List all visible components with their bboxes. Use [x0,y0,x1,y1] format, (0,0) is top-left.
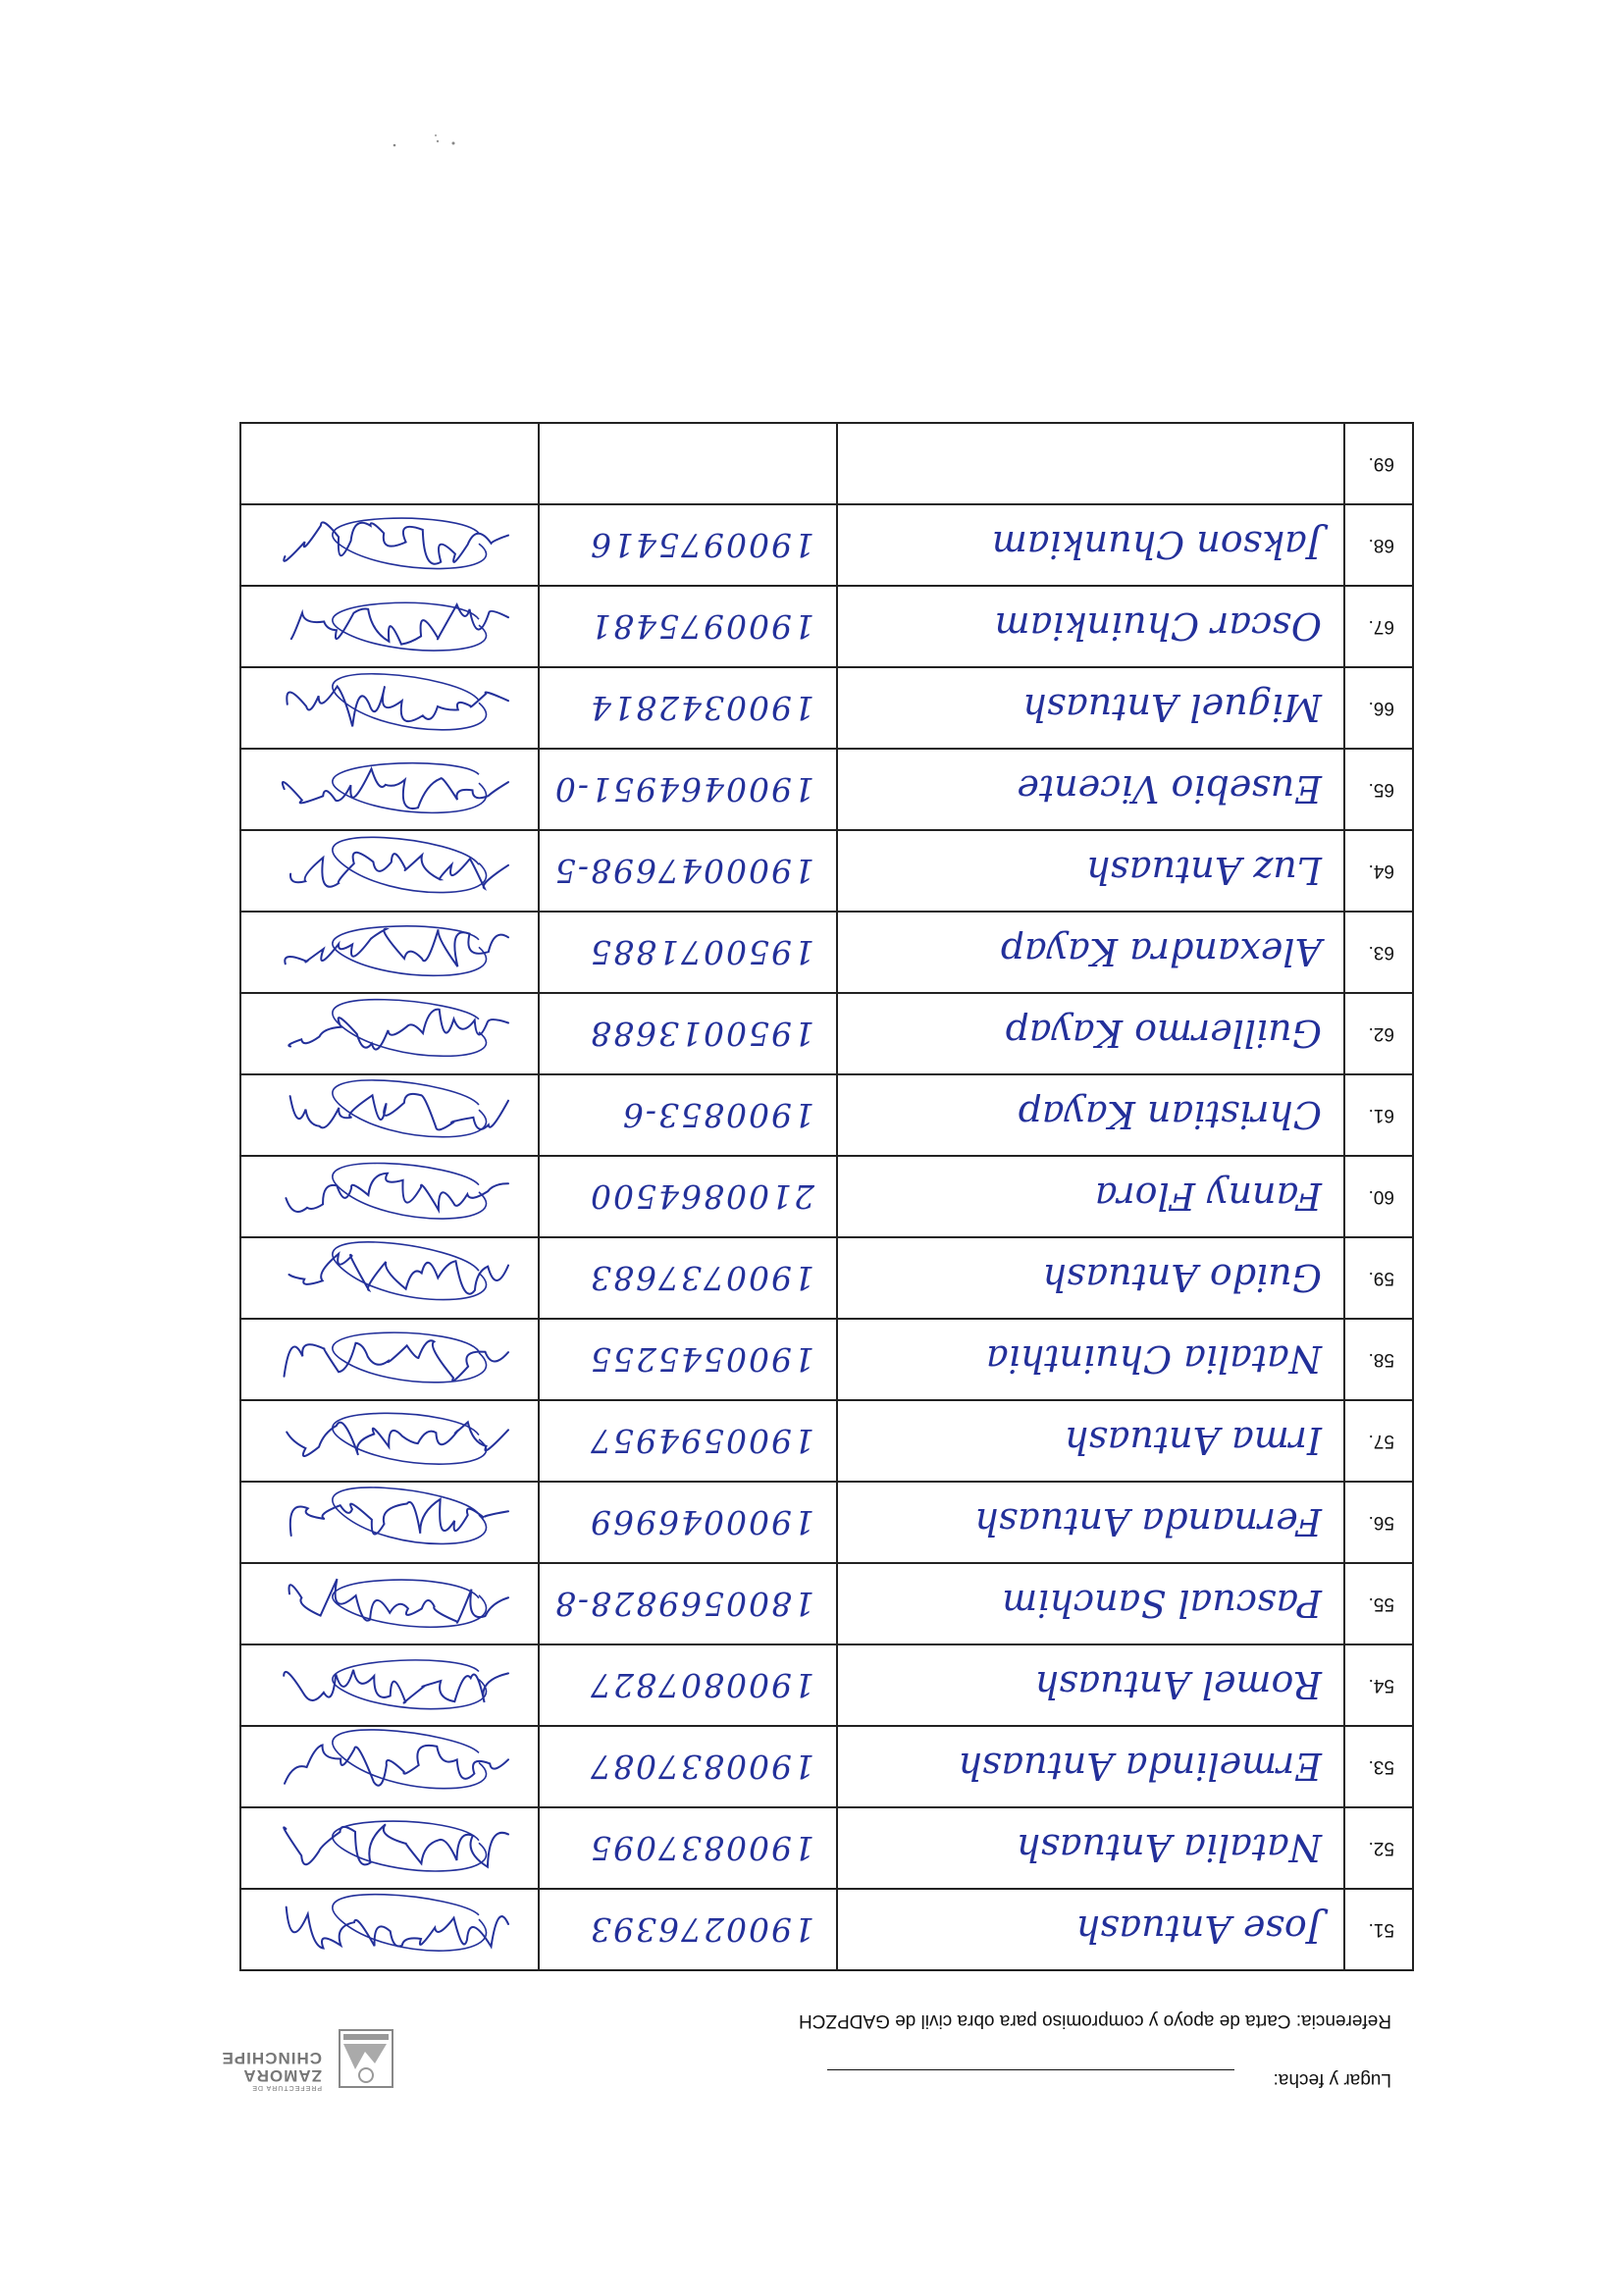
row-number: 68. [1344,504,1413,586]
table-row [240,1319,1413,1400]
signature-scribble [243,1891,538,1969]
row-number: 67. [1344,586,1413,667]
lugar-fecha-field [705,2061,1391,2090]
table-row [240,1889,1413,1970]
handwritten-name: Fernanda Antuash [837,1482,1344,1563]
signature-scribble [243,995,538,1073]
handwritten-id-number: 1900975416 [539,504,837,586]
handwritten-id-number: 1900853-6 [539,1074,837,1156]
signature-cell [240,1644,539,1726]
signature-cell [240,586,539,667]
row-number: 69. [1344,423,1413,504]
row-number: 57. [1344,1400,1413,1482]
signature-scribble [243,588,538,666]
handwritten-id-number: 1950013688 [539,993,837,1074]
handwritten-name: Fanny Flora [837,1156,1344,1237]
handwritten-name: Ermelinda Antuash [837,1726,1344,1807]
handwritten-name: Jose Antuash [837,1889,1344,1970]
handwritten-id-number: 1900975481 [539,586,837,667]
row-number: 58. [1344,1319,1413,1400]
crest-icon [332,2024,400,2093]
table-row [240,1400,1413,1482]
signature-scribble [243,751,538,829]
table-row [240,1563,1413,1644]
handwritten-id-number: 1900837087 [539,1726,837,1807]
row-number: 51. [1344,1889,1413,1970]
logo-line-3: CHINCHIPE [221,2048,322,2067]
table-row [240,423,1413,504]
signature-scribble [243,1321,538,1399]
handwritten-id-number: 1900737683 [539,1237,837,1319]
signature-scribble [243,1565,538,1644]
signature-cell [240,749,539,830]
signature-cell [240,1400,539,1482]
handwritten-id-number: 2100864500 [539,1156,837,1237]
table-row [240,1726,1413,1807]
signature-table [239,422,1414,1971]
handwritten-name: Guillermo Kayap [837,993,1344,1074]
handwritten-id-number: 1900807827 [539,1644,837,1726]
signature-scribble [243,669,538,748]
signature-cell [240,1237,539,1319]
table-row [240,586,1413,667]
row-number: 65. [1344,749,1413,830]
table-row [240,504,1413,586]
signature-scribble [243,1484,538,1562]
handwritten-name: Miguel Antuash [837,667,1344,749]
logo-line-1: PREFECTURA DE [251,2084,322,2091]
handwritten-name: Irma Antuash [837,1400,1344,1482]
row-number: 54. [1344,1644,1413,1726]
table-row [240,1482,1413,1563]
row-number: 60. [1344,1156,1413,1237]
handwritten-id-number: 1800569828-8 [539,1563,837,1644]
table-row [240,1644,1413,1726]
signature-scribble [243,1809,538,1888]
table-row [240,667,1413,749]
signature-cell [240,830,539,912]
table-row [240,912,1413,993]
row-number: 63. [1344,912,1413,993]
handwritten-id-number: 1900046969 [539,1482,837,1563]
signature-scribble [243,1239,538,1318]
handwritten-name [837,423,1344,504]
signature-cell [240,1563,539,1644]
signature-scribble [243,1158,538,1236]
signature-cell [240,912,539,993]
row-number: 55. [1344,1563,1413,1644]
signature-cell [240,1074,539,1156]
table-row [240,830,1413,912]
row-number: 53. [1344,1726,1413,1807]
row-number: 52. [1344,1807,1413,1889]
signature-cell [240,1807,539,1889]
handwritten-name: Natalia Antuash [837,1807,1344,1889]
handwritten-id-number [539,423,837,504]
signature-cell [240,1482,539,1563]
signature-scribble [243,1728,538,1806]
handwritten-name: Natalia Chuinthia [837,1319,1344,1400]
signature-cell [240,1889,539,1970]
handwritten-name: Eusebio Vicente [837,749,1344,830]
handwritten-id-number: 1900047698-5 [539,830,837,912]
handwritten-id-number: 1900545255 [539,1319,837,1400]
signature-cell [240,993,539,1074]
handwritten-name: Pascual Sanchim [837,1563,1344,1644]
referencia-text: Referencia: Carta de apoyo y compromiso para obra civil de GADPZCH [798,2010,1391,2031]
handwritten-name: Oscar Chuinkiam [837,586,1344,667]
table-row [240,1807,1413,1889]
lugar-fecha-line [827,2069,1234,2070]
table-row [240,993,1413,1074]
row-number: 64. [1344,830,1413,912]
signature-scribble [243,832,538,911]
signature-scribble [243,1646,538,1725]
handwritten-name: Christian Kayap [837,1074,1344,1156]
signature-scribble [243,506,538,585]
signature-scribble [243,1076,538,1155]
table-row [240,1237,1413,1319]
logo-line-2: ZAMORA [242,2065,322,2085]
handwritten-name: Jakson Chunkiam [837,504,1344,586]
handwritten-id-number: 1900837095 [539,1807,837,1889]
row-number: 59. [1344,1237,1413,1319]
signature-cell [240,423,539,504]
handwritten-name: Romel Antuash [837,1644,1344,1726]
handwritten-name: Alexandra Kayap [837,912,1344,993]
handwritten-name: Guido Antuash [837,1237,1344,1319]
row-number: 61. [1344,1074,1413,1156]
handwritten-id-number: 1900594957 [539,1400,837,1482]
lugar-fecha-label: Lugar y fecha: [1273,2069,1391,2090]
table-row [240,1156,1413,1237]
handwritten-id-number: 1900464951-0 [539,749,837,830]
table-row [240,1074,1413,1156]
row-number: 56. [1344,1482,1413,1563]
signature-cell [240,504,539,586]
row-number: 66. [1344,667,1413,749]
signature-cell [240,1726,539,1807]
handwritten-name: Luz Antuash [837,830,1344,912]
signature-scribble [243,1402,538,1481]
table-row [240,749,1413,830]
signature-cell [240,1156,539,1237]
handwritten-id-number: 1900342814 [539,667,837,749]
scan-specks [381,126,459,155]
signature-cell [240,1319,539,1400]
row-number: 62. [1344,993,1413,1074]
signature-cell [240,667,539,749]
handwritten-id-number: 1900276393 [539,1889,837,1970]
signature-scribble [243,913,538,992]
handwritten-id-number: 1950071885 [539,912,837,993]
